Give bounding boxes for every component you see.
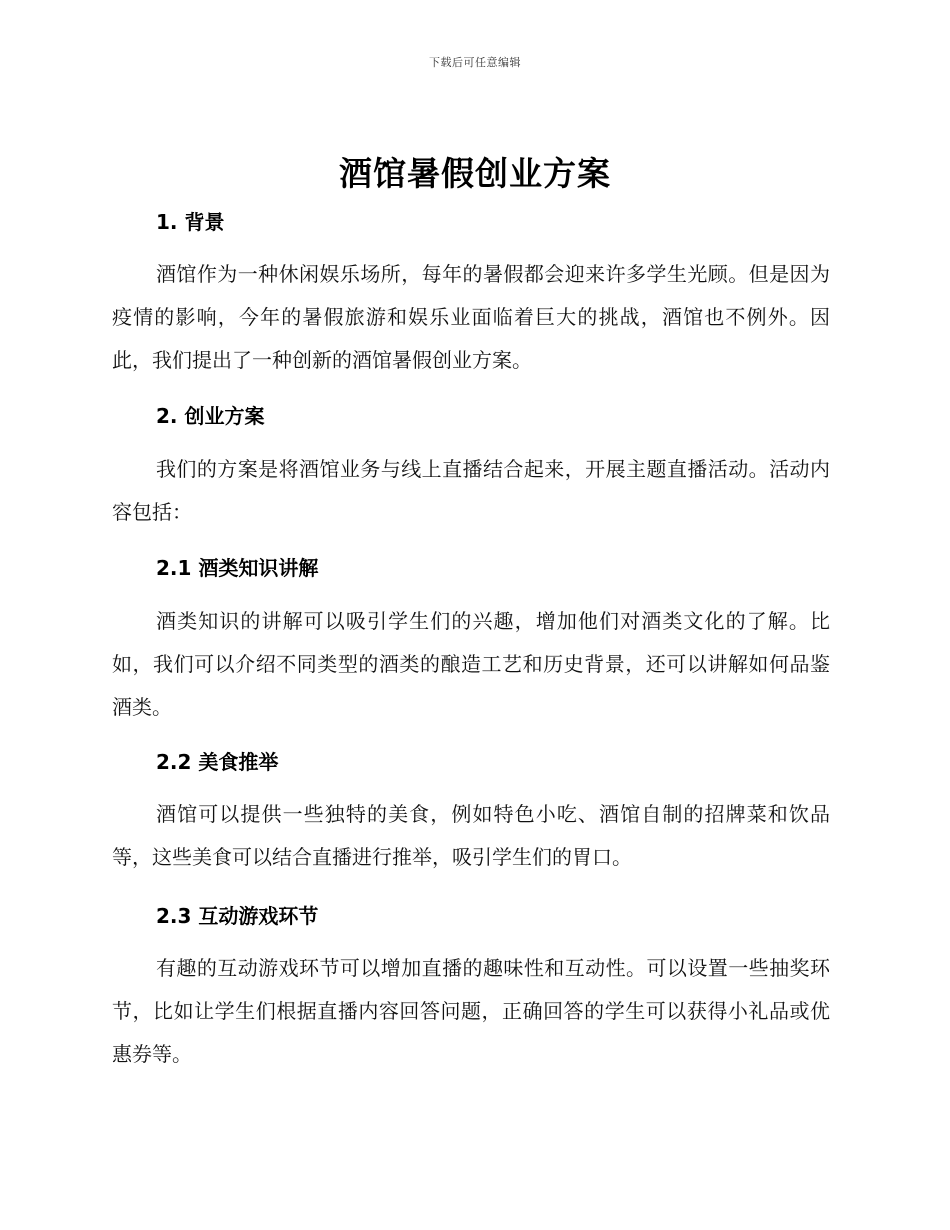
- section-heading-interactive-games: 2.3 互动游戏环节: [156, 904, 319, 928]
- section-body-interactive-games: 有趣的互动游戏环节可以增加直播的趣味性和互动性。可以设置一些抽奖环节，比如让学生们根据直播内容回答问题，正确回答的学生可以获得小礼品或优惠券等。: [112, 956, 830, 1066]
- document-title: 酒馆暑假创业方案: [339, 154, 611, 193]
- section-heading-food-recommendation: 2.2 美食推举: [156, 750, 279, 774]
- section-body-plan: 我们的方案是将酒馆业务与线上直播结合起来，开展主题直播活动。活动内容包括：: [112, 457, 830, 524]
- section-body-liquor-knowledge: 酒类知识的讲解可以吸引学生们的兴趣，增加他们对酒类文化的了解。比如，我们可以介绍不同类型的酒类的酿造工艺和历史背景，还可以讲解如何品鉴酒类。: [112, 609, 830, 719]
- section-heading-liquor-knowledge: 2.1 酒类知识讲解: [156, 556, 319, 580]
- section-heading-plan: 2. 创业方案: [156, 404, 265, 428]
- section-body-food-recommendation: 酒馆可以提供一些独特的美食，例如特色小吃、酒馆自制的招牌菜和饮品等，这些美食可以结合直播进行推举，吸引学生们的胃口。: [112, 802, 830, 869]
- header-note: 下载后可任意编辑: [429, 56, 521, 69]
- section-body-background: 酒馆作为一种休闲娱乐场所，每年的暑假都会迎来许多学生光顾。但是因为疫情的影响，今年的暑假旅游和娱乐业面临着巨大的挑战，酒馆也不例外。因此，我们提出了一种创新的酒馆暑假创业方案。: [112, 262, 830, 372]
- section-heading-background: 1. 背景: [156, 210, 225, 234]
